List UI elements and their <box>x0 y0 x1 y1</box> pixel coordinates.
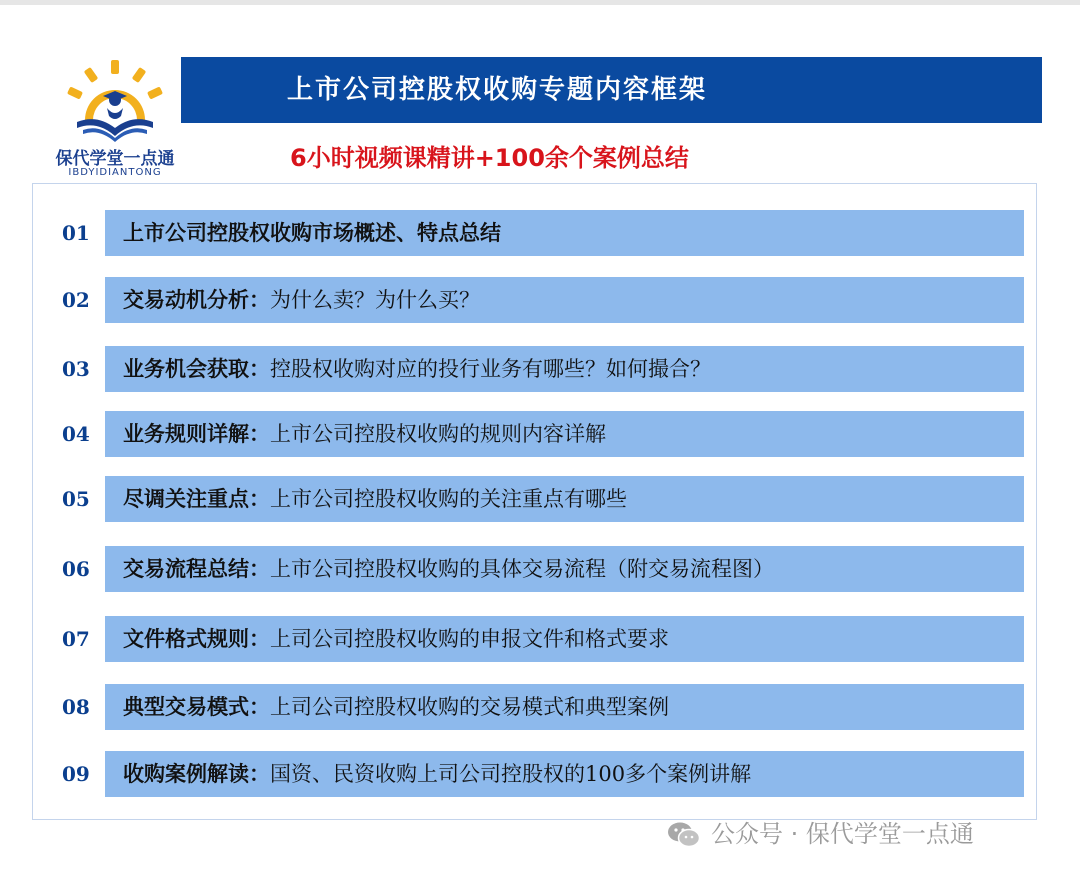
list-item <box>0 411 1080 457</box>
title-bar <box>181 57 1042 123</box>
list-item <box>0 346 1080 392</box>
item-text <box>123 616 669 662</box>
logo-name-cn: 保代学堂一点通 <box>55 149 175 169</box>
item-lead: 尽调关注重点： <box>123 486 270 511</box>
item-lead: 交易动机分析： <box>123 287 270 312</box>
top-divider <box>0 0 1080 5</box>
item-bar <box>105 476 1024 522</box>
item-detail: 上市公司控股权收购的具体交易流程（附交易流程图） <box>270 557 774 581</box>
item-number: 03 <box>62 357 90 381</box>
list-item <box>0 277 1080 323</box>
list-item <box>0 684 1080 730</box>
item-number: 01 <box>62 221 90 245</box>
item-lead: 上市公司控股权收购市场概述、特点总结 <box>123 220 501 245</box>
item-lead: 业务规则详解： <box>123 421 270 446</box>
item-detail: 国资、民资收购上司公司控股权的100多个案例讲解 <box>270 762 752 786</box>
item-bar <box>105 751 1024 797</box>
item-text <box>123 346 711 392</box>
item-detail: 上司公司控股权收购的申报文件和格式要求 <box>270 627 669 651</box>
item-detail: 为什么卖？为什么买？ <box>270 288 480 312</box>
logo-emblem-icon <box>63 58 167 144</box>
item-text <box>123 411 606 457</box>
item-detail: 上司公司控股权收购的交易模式和典型案例 <box>270 695 669 719</box>
item-lead: 收购案例解读： <box>123 761 270 786</box>
item-bar <box>105 684 1024 730</box>
item-text <box>123 684 669 730</box>
item-detail: 上市公司控股权收购的规则内容详解 <box>270 422 606 446</box>
item-lead: 交易流程总结： <box>123 556 270 581</box>
item-number: 08 <box>62 695 90 719</box>
item-number: 09 <box>62 762 90 786</box>
item-number: 02 <box>62 288 90 312</box>
item-number: 06 <box>62 557 90 581</box>
item-text <box>123 210 501 256</box>
watermark <box>667 812 974 856</box>
list-item <box>0 616 1080 662</box>
item-detail: 上市公司控股权收购的关注重点有哪些 <box>270 487 627 511</box>
item-text <box>123 546 774 592</box>
item-bar <box>105 346 1024 392</box>
item-bar <box>105 210 1024 256</box>
item-bar <box>105 411 1024 457</box>
page-title: 上市公司控股权收购专题内容框架 <box>287 75 708 105</box>
list-item <box>0 476 1080 522</box>
item-number: 04 <box>62 422 90 446</box>
logo-name-en: IBDYIDIANTONG <box>68 167 162 178</box>
item-lead: 文件格式规则： <box>123 626 270 651</box>
item-number: 05 <box>62 487 90 511</box>
item-lead: 典型交易模式： <box>123 694 270 719</box>
item-number: 07 <box>62 627 90 651</box>
watermark-text: 公众号 · 保代学堂一点通 <box>711 820 974 848</box>
logo <box>55 58 175 183</box>
list-item <box>0 546 1080 592</box>
item-detail: 控股权收购对应的投行业务有哪些？如何撮合？ <box>270 357 711 381</box>
item-bar <box>105 546 1024 592</box>
item-lead: 业务机会获取： <box>123 356 270 381</box>
wechat-icon <box>667 821 701 849</box>
list-item <box>0 751 1080 797</box>
item-text <box>123 751 751 797</box>
item-bar <box>105 616 1024 662</box>
item-text <box>123 476 627 522</box>
list-item <box>0 210 1080 256</box>
item-bar <box>105 277 1024 323</box>
item-text <box>123 277 480 323</box>
page-subtitle: 6小时视频课精讲+100余个案例总结 <box>290 144 689 172</box>
